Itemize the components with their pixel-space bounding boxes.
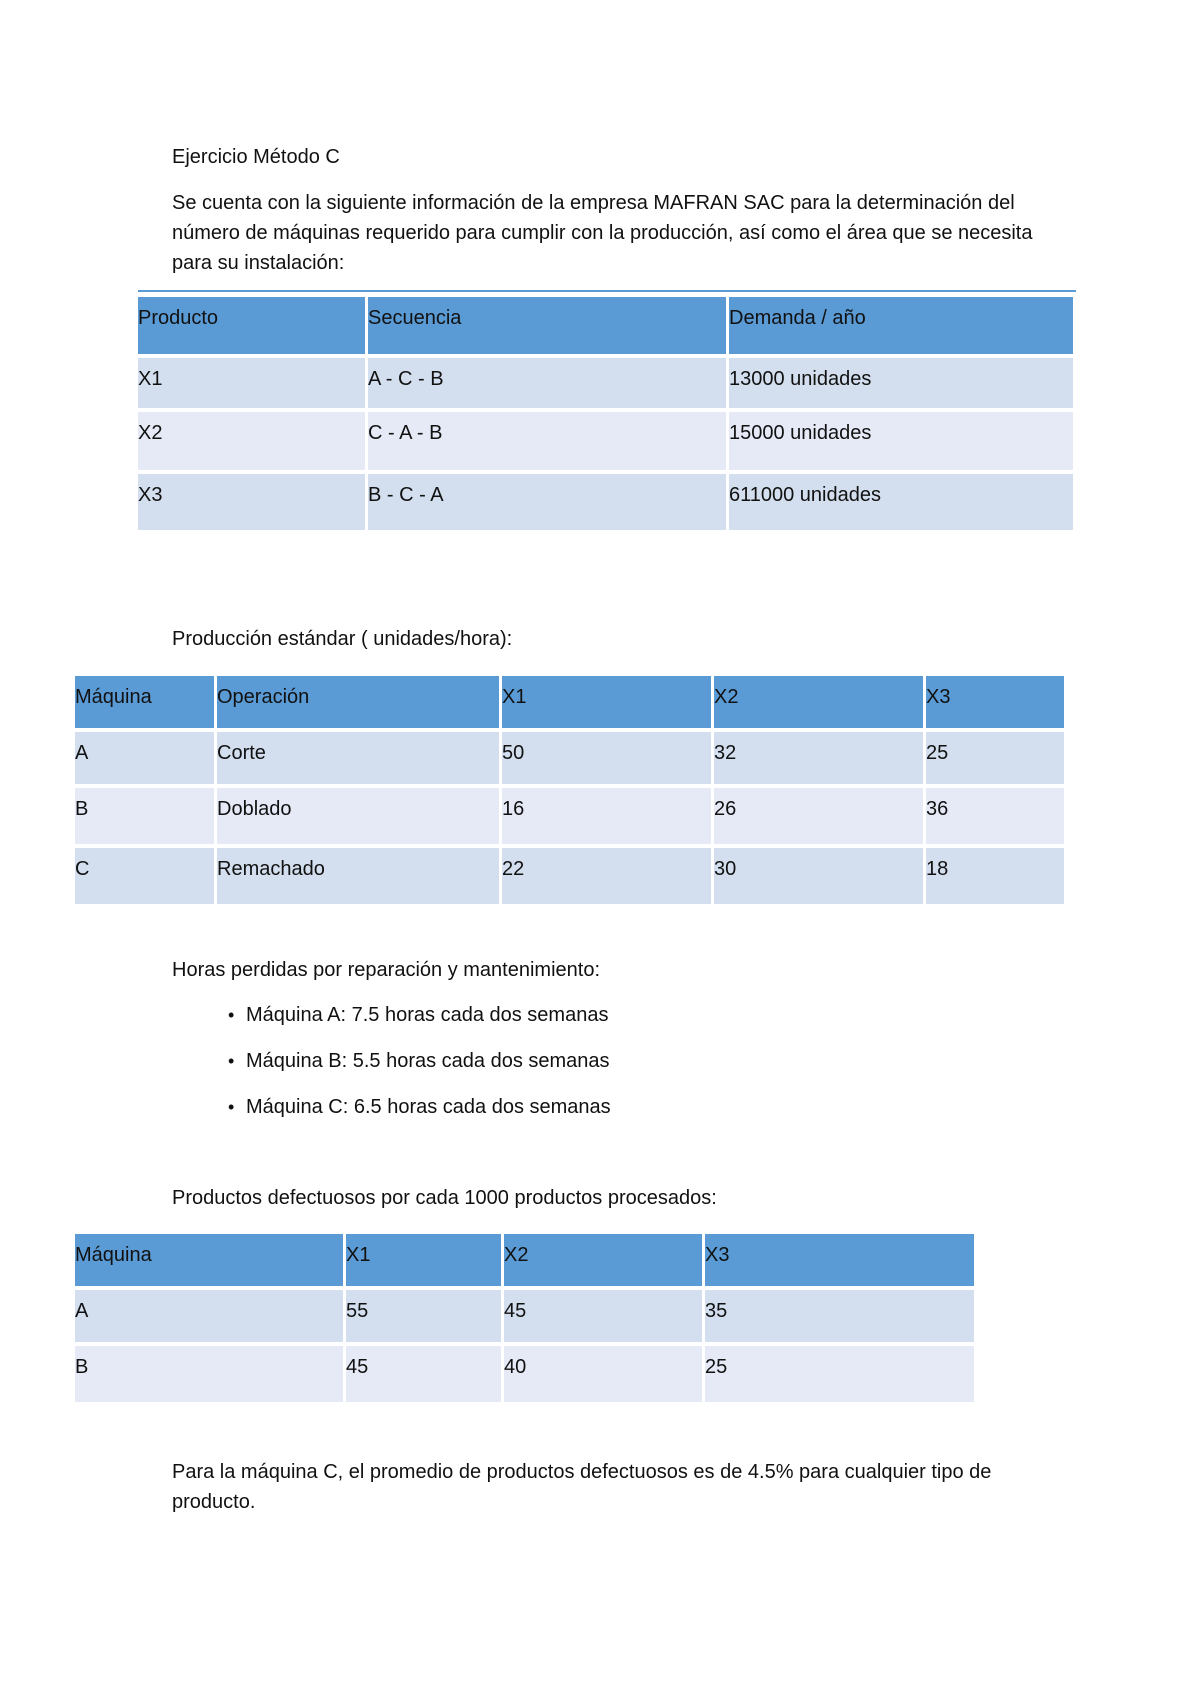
table-cell: 32 bbox=[714, 732, 923, 784]
bullet-icon: • bbox=[228, 1051, 235, 1071]
table-cell: 36 bbox=[926, 788, 1064, 844]
table-cell: 45 bbox=[346, 1346, 501, 1402]
defects-heading: Productos defectuosos por cada 1000 productos procesados: bbox=[172, 1187, 717, 1209]
table-cell: 55 bbox=[346, 1290, 501, 1342]
column-header: Demanda / año bbox=[729, 297, 1073, 354]
products-table bbox=[135, 293, 1076, 534]
table-cell: B bbox=[75, 788, 214, 844]
bullet-icon: • bbox=[228, 1005, 235, 1025]
table-cell: C - A - B bbox=[368, 412, 726, 470]
table-row bbox=[75, 732, 1064, 784]
table-cell: B - C - A bbox=[368, 474, 726, 530]
table-cell: A bbox=[75, 1290, 343, 1342]
hours-heading: Horas perdidas por reparación y mantenimiento: bbox=[172, 959, 600, 981]
table-cell: X1 bbox=[138, 358, 365, 408]
production-heading: Producción estándar ( unidades/hora): bbox=[172, 628, 513, 650]
table-row bbox=[75, 848, 1064, 904]
table-cell: 35 bbox=[705, 1290, 974, 1342]
table-row bbox=[75, 1346, 974, 1402]
list-item bbox=[176, 1046, 611, 1092]
table-row bbox=[138, 474, 1073, 530]
table-cell: C bbox=[75, 848, 214, 904]
defects-table bbox=[72, 1230, 977, 1406]
closing-paragraph: Para la máquina C, el promedio de productos defectuosos es de 4.5% para cualquier tipo de producto. bbox=[172, 1461, 992, 1513]
column-header: X3 bbox=[926, 676, 1064, 728]
table-cell: Corte bbox=[217, 732, 499, 784]
table-cell: A - C - B bbox=[368, 358, 726, 408]
table-row bbox=[75, 1290, 974, 1342]
list-item bbox=[176, 1092, 611, 1138]
hours-list bbox=[176, 1000, 611, 1138]
table-cell: Doblado bbox=[217, 788, 499, 844]
table-cell: B bbox=[75, 1346, 343, 1402]
table-cell: 40 bbox=[504, 1346, 702, 1402]
table-cell: 45 bbox=[504, 1290, 702, 1342]
table-cell: X2 bbox=[138, 412, 365, 470]
table-row bbox=[75, 788, 1064, 844]
table-cell: Remachado bbox=[217, 848, 499, 904]
list-item-text: Máquina B: 5.5 horas cada dos semanas bbox=[246, 1050, 610, 1072]
intro-paragraph: Se cuenta con la siguiente información de la empresa MAFRAN SAC para la determinación del número de máquinas requerido para cumplir con la producción, así como el área que se necesita para su instalación: bbox=[172, 192, 1033, 274]
table-cell: 15000 unidades bbox=[729, 412, 1073, 470]
table-cell: 16 bbox=[502, 788, 711, 844]
table-header-row bbox=[75, 1234, 974, 1286]
table-cell: 25 bbox=[926, 732, 1064, 784]
column-header: X3 bbox=[705, 1234, 974, 1286]
table-cell: 611000 unidades bbox=[729, 474, 1073, 530]
table-header-row bbox=[75, 676, 1064, 728]
table-cell: A bbox=[75, 732, 214, 784]
column-header: X1 bbox=[346, 1234, 501, 1286]
column-header: Producto bbox=[138, 297, 365, 354]
column-header: X2 bbox=[714, 676, 923, 728]
table-cell: X3 bbox=[138, 474, 365, 530]
table-cell: 50 bbox=[502, 732, 711, 784]
list-item-text: Máquina A: 7.5 horas cada dos semanas bbox=[246, 1004, 609, 1026]
list-item-text: Máquina C: 6.5 horas cada dos semanas bbox=[246, 1096, 611, 1118]
table-cell: 25 bbox=[705, 1346, 974, 1402]
table-row bbox=[138, 358, 1073, 408]
list-item bbox=[176, 1000, 611, 1046]
column-header: Secuencia bbox=[368, 297, 726, 354]
column-header: Operación bbox=[217, 676, 499, 728]
table-cell: 13000 unidades bbox=[729, 358, 1073, 408]
bullet-icon: • bbox=[228, 1097, 235, 1117]
column-header: Máquina bbox=[75, 676, 214, 728]
table-header-row bbox=[138, 297, 1073, 354]
column-header: X1 bbox=[502, 676, 711, 728]
column-header: X2 bbox=[504, 1234, 702, 1286]
column-header: Máquina bbox=[75, 1234, 343, 1286]
table-row bbox=[138, 412, 1073, 470]
table-cell: 26 bbox=[714, 788, 923, 844]
document-title: Ejercicio Método C bbox=[172, 146, 340, 168]
table-cell: 18 bbox=[926, 848, 1064, 904]
table-cell: 30 bbox=[714, 848, 923, 904]
production-table bbox=[72, 672, 1067, 908]
table-top-rule bbox=[138, 290, 1076, 292]
table-cell: 22 bbox=[502, 848, 711, 904]
